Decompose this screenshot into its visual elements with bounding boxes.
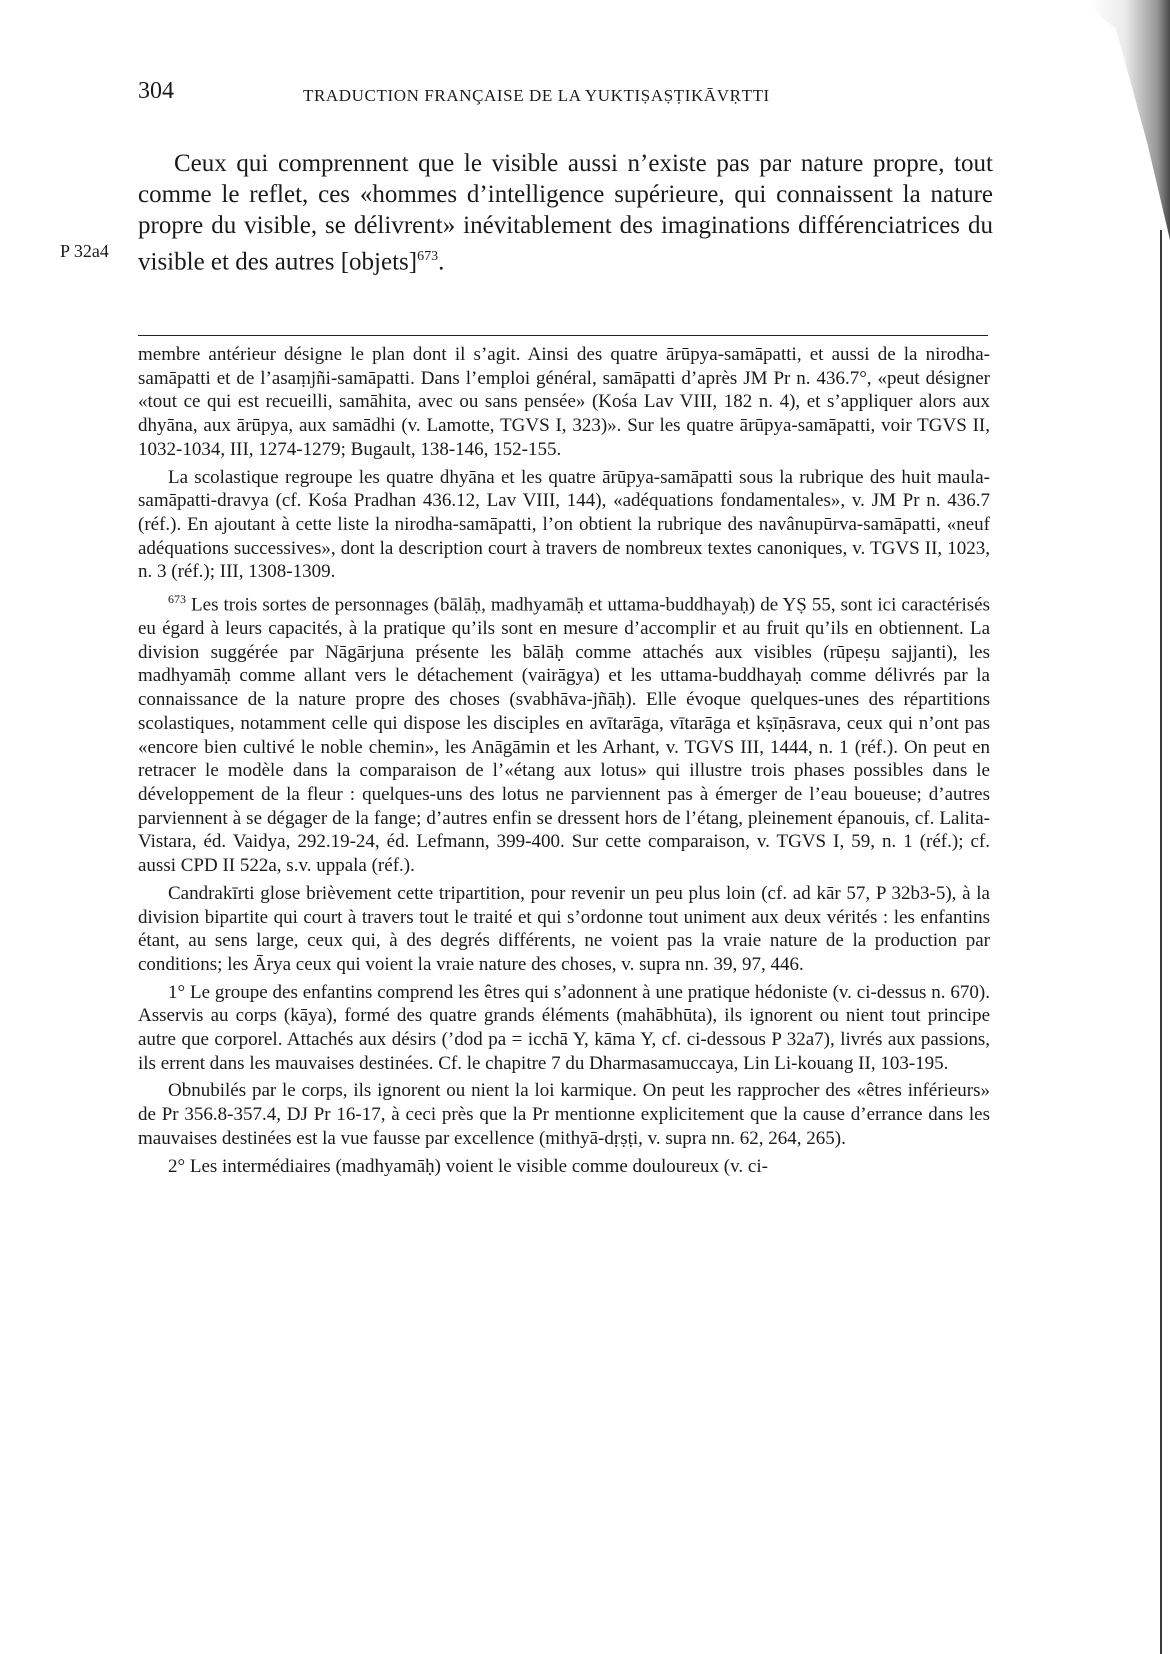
- footnote-rule: [138, 335, 988, 336]
- page-number: 304: [138, 78, 174, 104]
- footnote-text: Candrakīrti glose brièvement cette tripartition, pour revenir un peu plus loin (cf. ad kār 57, P 32b3-5), à la division bipartite qui court à travers tout le traité et qui s’ordonne tout uniment aux deux vérités : les enfantins étant, au sens large, ceux qui, à des degrés différents, ne voient pas la vraie nature de la production par conditions; les Ārya ceux qui voient la vraie nature des choses, v. supra nn. 39, 97, 446.: [138, 882, 990, 975]
- footnote-paragraph: [138, 882, 990, 977]
- footnote-text: membre antérieur désigne le plan dont il s’agit. Ainsi des quatre ārūpya-samāpatti, et aussi de la nirodha-samāpatti et de l’asaṃjñi-samāpatti. Dans l’emploi général, samāpatti d’après JM Pr n. 436.7°, «peut désigner «tout ce qui est recueilli, samāhita, avec ou sans pensée» (Kośa Lav VIII, 182 n. 4), et s’appliquer alors aux dhyāna, aux ārūpya, aux samādhi (v. Lamotte, TGVS I, 323)». Sur les quatre ārūpya-samāpatti, voir TGVS II, 1032-1034, III, 1274-1279; Bugault, 138-146, 152-155.: [138, 344, 990, 460]
- main-text: [138, 148, 993, 277]
- scan-edge-shadow: [1080, 0, 1170, 240]
- main-paragraph-end: .: [438, 248, 445, 276]
- footnotes: [138, 343, 990, 1182]
- scan-edge-line: [1160, 230, 1162, 1654]
- margin-reference: P 32a4: [60, 241, 109, 261]
- footnote-continuation: [138, 343, 990, 462]
- footnote-paragraph: [138, 1079, 990, 1150]
- main-paragraph: [138, 148, 993, 277]
- footnote-text: 1° Le groupe des enfantins comprend les êtres qui s’adonnent à une pratique hédoniste (v. ci-dessus n. 670). Asservis au corps (kāya), formé des quatre grands éléments (mahābhūta), ils ignorent ou nient tout principe autre que corporel. Attachés aux désirs (’dod pa = icchā Y, kāma Y, cf. ci-dessous P 32a7), livrés aux passions, ils errent dans les mauvaises destinées. Cf. le chapitre 7 du Dharmasamuccaya, Lin Li-kouang II, 103-195.: [138, 981, 990, 1074]
- running-title: TRADUCTION FRANÇAISE DE LA YUKTIṢAṢṬIKĀVṚTTI: [303, 86, 770, 105]
- footnote-paragraph: [138, 466, 990, 585]
- footnote-text: La scolastique regroupe les quatre dhyāna et les quatre ārūpya-samāpatti sous la rubrique des huit maula-samāpatti-dravya (cf. Kośa Pradhan 436.12, Lav VIII, 144), «adéquations fondamentales», v. JM Pr n. 436.7 (réf.). En ajoutant à cette liste la nirodha-samāpatti, l’on obtient la rubrique des navânupūrva-samāpatti, «neuf adéquations successives», dont la description court à travers de nombreux textes canoniques, v. TGVS II, 1023, n. 3 (réf.); III, 1308-1309.: [138, 466, 990, 583]
- footnote-text: Obnubilés par le corps, ils ignorent ou nient la loi karmique. On peut les rapprocher des «êtres inférieurs» de Pr 356.8-357.4, DJ Pr 16-17, à ceci près que la Pr mentionne explicitement que la cause d’errance dans les mauvaises destinées est la vue fausse par excellence (mithyā-dṛṣṭi, v. supra nn. 62, 264, 265).: [138, 1080, 990, 1149]
- footnote-number: 673: [168, 592, 186, 607]
- footnote-673: [138, 588, 990, 878]
- footnote-text: 2° Les intermédiaires (madhyamāḥ) voient le visible comme douloureux (v. ci-: [168, 1155, 768, 1177]
- footnote-text: Les trois sortes de personnages (bālāḥ, madhyamāḥ et uttama-buddhayaḥ) de YṢ 55, sont ici caractérisés eu égard à leurs capacités, à la pratique qu’ils sont en mesure d’accomplir et au fruit qu’ils en obtiennent. La division suggérée par Nāgārjuna présente les bālāḥ comme attachés aux visibles (rūpeṣu sajjanti), les madhyamāḥ comme allant vers le détachement (vairāgya) et les uttama-buddhayaḥ comme délivrés par la connaissance de la nature propre des choses (svabhāva-jñāḥ). Elle évoque quelques-unes des répartitions scolastiques, notamment celle qui dispose les disciples en avītarāga, vītarāga et kṣīṇāsrava, ceux qui n’ont pas «encore bien cultivé le noble chemin», les Anāgāmin et les Arhant, v. TGVS III, 1444, n. 1 (réf.). On peut en retracer le modèle dans la comparaison de l’«étang aux lotus» qui illustre trois phases possibles dans le développement de la fleur : quelques-uns des lotus ne parviennent pas à émerger de l’eau boueuse; d’autres parviennent à se dégager de la fange; d’autres enfin se dressent hors de l’étang, pleinement épanouis, cf. Lalita-Vistara, éd. Vaidya, 292.19-24, éd. Lefmann, 399-400. Sur cette comparaison, v. TGVS I, 59, n. 1 (réf.); cf. aussi CPD II 522a, s.v. uppala (réf.).: [138, 594, 991, 877]
- main-paragraph-text: Ceux qui comprennent que le visible aussi n’existe pas par nature propre, tout comme le reflet, ces «hommes d’intelligence supérieure, qui connaissent la nature propre du visible, se délivrent» inévitablement des imaginations différenciatrices du visible et des autres [objets]: [138, 150, 993, 276]
- footnote-paragraph: [138, 981, 990, 1076]
- note-call: 673: [417, 249, 439, 264]
- footnote-paragraph: [138, 1155, 990, 1179]
- running-head: [138, 72, 998, 112]
